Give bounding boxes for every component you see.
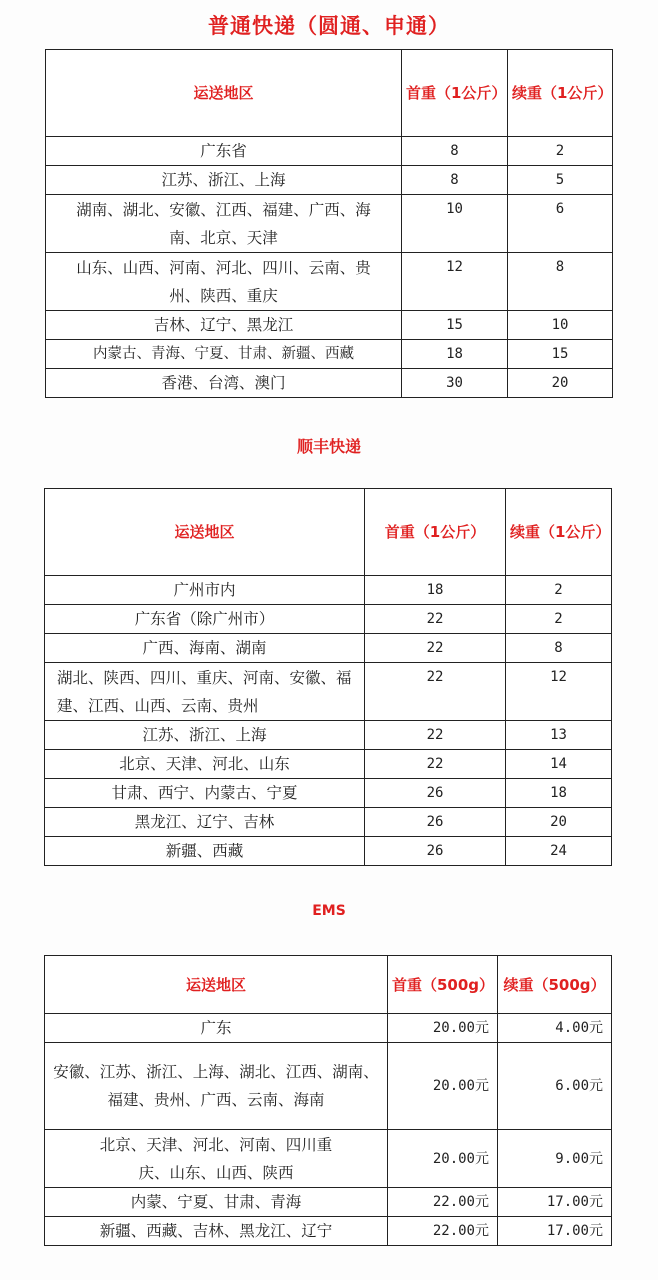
first-weight-cell: 12	[402, 253, 508, 311]
region-cell: 江苏、浙江、上海	[45, 721, 365, 750]
table-row	[46, 340, 613, 369]
table-row	[45, 721, 612, 750]
table-row	[46, 166, 613, 195]
table-row	[45, 634, 612, 663]
first-weight-cell: 20.00元	[388, 1130, 498, 1188]
region-cell: 安徽、江苏、浙江、上海、湖北、江西、湖南、福建、贵州、广西、云南、海南	[45, 1043, 388, 1130]
first-weight-cell: 8	[402, 166, 508, 195]
extra-weight-cell: 20	[508, 369, 613, 398]
extra-weight-cell: 9.00元	[498, 1130, 612, 1188]
table-row	[46, 311, 613, 340]
first-weight-cell: 10	[402, 195, 508, 253]
first-weight-cell: 22	[365, 721, 506, 750]
first-weight-cell: 8	[402, 137, 508, 166]
table-row	[46, 195, 613, 253]
extra-weight-cell: 15	[508, 340, 613, 369]
extra-weight-cell: 17.00元	[498, 1217, 612, 1246]
section-title-sf-express: 顺丰快递	[296, 437, 361, 456]
section-title-ems: EMS	[312, 903, 346, 919]
first-weight-cell: 20.00元	[388, 1014, 498, 1043]
first-weight-cell: 22.00元	[388, 1188, 498, 1217]
table-row	[45, 1043, 612, 1130]
table-row	[45, 837, 612, 866]
extra-weight-cell: 2	[506, 576, 612, 605]
region-cell: 湖南、湖北、安徽、江西、福建、广西、海南、北京、天津	[46, 195, 402, 253]
region-cell: 广东省（除广州市）	[45, 605, 365, 634]
extra-weight-cell: 12	[506, 663, 612, 721]
region-cell: 湖北、陕西、四川、重庆、河南、安徽、福建、江西、山西、云南、贵州	[45, 663, 365, 721]
extra-weight-cell: 17.00元	[498, 1188, 612, 1217]
header-region: 运送地区	[45, 489, 365, 576]
table-row	[45, 663, 612, 721]
extra-weight-cell: 18	[506, 779, 612, 808]
table-row	[45, 750, 612, 779]
region-cell: 北京、天津、河北、河南、四川重庆、山东、山西、陕西	[45, 1130, 388, 1188]
extra-weight-cell: 8	[508, 253, 613, 311]
first-weight-cell: 22	[365, 750, 506, 779]
region-cell: 广东省	[46, 137, 402, 166]
table-row	[46, 369, 613, 398]
first-weight-cell: 22.00元	[388, 1217, 498, 1246]
header-region: 运送地区	[46, 50, 402, 137]
region-cell: 内蒙古、青海、宁夏、甘肃、新疆、西藏	[46, 340, 402, 369]
table-row	[45, 1217, 612, 1246]
first-weight-cell: 22	[365, 663, 506, 721]
first-weight-cell: 26	[365, 779, 506, 808]
region-cell: 广州市内	[45, 576, 365, 605]
region-cell: 香港、台湾、澳门	[46, 369, 402, 398]
extra-weight-cell: 6.00元	[498, 1043, 612, 1130]
table-row	[45, 1188, 612, 1217]
extra-weight-cell: 4.00元	[498, 1014, 612, 1043]
extra-weight-cell: 24	[506, 837, 612, 866]
first-weight-cell: 22	[365, 605, 506, 634]
table-row	[45, 779, 612, 808]
first-weight-cell: 26	[365, 837, 506, 866]
first-weight-cell: 30	[402, 369, 508, 398]
header-first-weight: 首重（1公斤）	[402, 50, 508, 137]
extra-weight-cell: 2	[508, 137, 613, 166]
region-cell: 甘肃、西宁、内蒙古、宁夏	[45, 779, 365, 808]
table-row	[45, 808, 612, 837]
region-cell: 广东	[45, 1014, 388, 1043]
header-extra-weight: 续重（1公斤）	[506, 489, 612, 576]
region-cell: 黑龙江、辽宁、吉林	[45, 808, 365, 837]
region-cell: 广西、海南、湖南	[45, 634, 365, 663]
first-weight-cell: 22	[365, 634, 506, 663]
header-extra-weight: 续重（1公斤）	[508, 50, 613, 137]
table-row	[45, 576, 612, 605]
first-weight-cell: 18	[365, 576, 506, 605]
first-weight-cell: 18	[402, 340, 508, 369]
region-cell: 北京、天津、河北、山东	[45, 750, 365, 779]
extra-weight-cell: 13	[506, 721, 612, 750]
first-weight-cell: 20.00元	[388, 1043, 498, 1130]
header-first-weight: 首重（1公斤）	[365, 489, 506, 576]
extra-weight-cell: 2	[506, 605, 612, 634]
table-header-row	[46, 50, 613, 137]
header-first-weight: 首重（500g）	[388, 956, 498, 1014]
table-header-row	[45, 956, 612, 1014]
table-row	[45, 1130, 612, 1188]
table-row	[45, 605, 612, 634]
regular-express-rate-table	[45, 49, 613, 398]
table-row	[46, 137, 613, 166]
extra-weight-cell: 5	[508, 166, 613, 195]
sf-express-rate-table	[44, 488, 612, 866]
first-weight-cell: 26	[365, 808, 506, 837]
extra-weight-cell: 10	[508, 311, 613, 340]
table-row	[45, 1014, 612, 1043]
ems-rate-table	[44, 955, 612, 1246]
extra-weight-cell: 20	[506, 808, 612, 837]
region-cell: 新疆、西藏	[45, 837, 365, 866]
header-extra-weight: 续重（500g）	[498, 956, 612, 1014]
region-cell: 新疆、西藏、吉林、黑龙江、辽宁	[45, 1217, 388, 1246]
region-cell: 江苏、浙江、上海	[46, 166, 402, 195]
table-row	[46, 253, 613, 311]
table-header-row	[45, 489, 612, 576]
region-cell: 内蒙、宁夏、甘肃、青海	[45, 1188, 388, 1217]
extra-weight-cell: 8	[506, 634, 612, 663]
header-region: 运送地区	[45, 956, 388, 1014]
extra-weight-cell: 6	[508, 195, 613, 253]
first-weight-cell: 15	[402, 311, 508, 340]
extra-weight-cell: 14	[506, 750, 612, 779]
region-cell: 山东、山西、河南、河北、四川、云南、贵州、陕西、重庆	[46, 253, 402, 311]
region-cell: 吉林、辽宁、黑龙江	[46, 311, 402, 340]
section-title-regular-express: 普通快递（圆通、申通）	[208, 14, 450, 38]
